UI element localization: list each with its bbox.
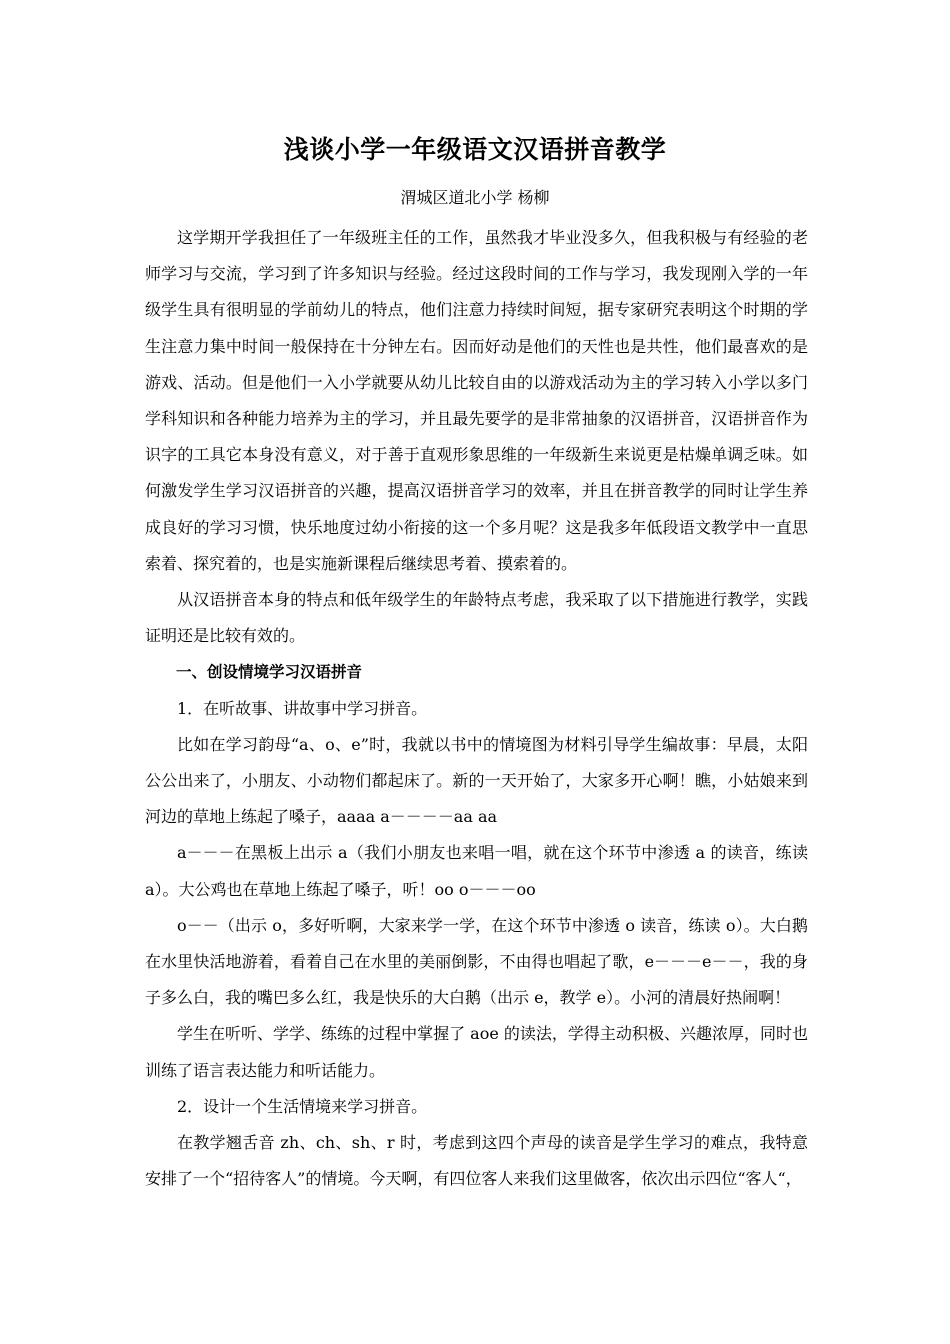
paragraph-story-a: a－－－在黑板上出示 a（我们小朋友也来唱一唱，就在这个环节中渗透 a 的读音，练读 a）。大公鸡也在草地上练起了嗓子，听！oo o－－－oo xyxy=(145,843,808,899)
paragraph-story-result: 学生在听听、学学、练练的过程中掌握了 aoe 的读法，学得主动积极、兴趣浓厚，同时也训练了语言表达能力和听话能力。 xyxy=(145,1024,808,1080)
paragraph-story-o-e: o－－（出示 o，多好听啊，大家来学一学，在这个环节中渗透 o 读音，练读 o）。大白鹅在水里快活地游着，看着自己在水里的美丽倒影，不由得也唱起了歌，e－－－e－－，我的身子多么白，我的嘴巴多么红，我是快乐的大白鹅（出示 e，教学 e）。小河的清晨好热闹啊！ xyxy=(145,915,808,1008)
document-body xyxy=(145,220,808,1197)
paragraph-intro: 这学期开学我担任了一年级班主任的工作，虽然我才毕业没多久，但我积极与有经验的老师学习与交流，学习到了许多知识与经验。经过这段时间的工作与学习，我发现刚入学的一年级学生具有很明显的学前幼儿的特点，他们注意力持续时间短，据专家研究表明这个时期的学生注意力集中时间一般保持在十分钟左右。因而好动是他们的天性也是共性，他们最喜欢的是游戏、活动。但是他们一入小学就要从幼儿比较自由的以游戏活动为主的学习转入小学以多门学科知识和各种能力培养为主的学习，并且最先要学的是非常抽象的汉语拼音，汉语拼音作为识字的工具它本身没有意义，对于善于直观形象思维的一年级新生来说更是枯燥单调乏味。如何激发学生学习汉语拼音的兴趣，提高汉语拼音学习的效率，并且在拼音教学的同时让学生养成良好的学习习惯，快乐地度过幼小衔接的这一个多月呢？这是我多年低段语文教学中一直思索着、探究着的，也是实施新课程后继续思考着、摸索着的。 xyxy=(145,228,808,573)
document-title: 浅谈小学一年级语文汉语拼音教学 xyxy=(283,135,667,164)
paragraph-life-scene: 在教学翘舌音 zh、ch、sh、r 时，考虑到这四个声母的读音是学生学习的难点，我特意安排了一个“招待客人”的情境。今天啊，有四位客人来我们这里做客，依次出示四位“客人“， xyxy=(145,1133,808,1189)
section-heading: 一、创设情境学习汉语拼音 xyxy=(176,663,363,682)
subsection-heading-1: 1．在听故事、讲故事中学习拼音。 xyxy=(177,698,428,718)
subsection-heading-2: 2．设计一个生活情境来学习拼音。 xyxy=(177,1096,428,1116)
document-author: 渭城区道北小学 杨柳 xyxy=(400,188,550,207)
paragraph-approach: 从汉语拼音本身的特点和低年级学生的年龄特点考虑，我采取了以下措施进行教学，实践证明还是比较有效的。 xyxy=(145,590,808,646)
paragraph-story-intro: 比如在学习韵母“a、o、e”时，我就以书中的情境图为材料引导学生编故事：早晨，太阳公公出来了，小朋友、小动物们都起床了。新的一天开始了，大家多开心啊！瞧，小姑娘来到河边的草地上练起了嗓子，aaaa a－－－－aa aa xyxy=(145,734,808,827)
